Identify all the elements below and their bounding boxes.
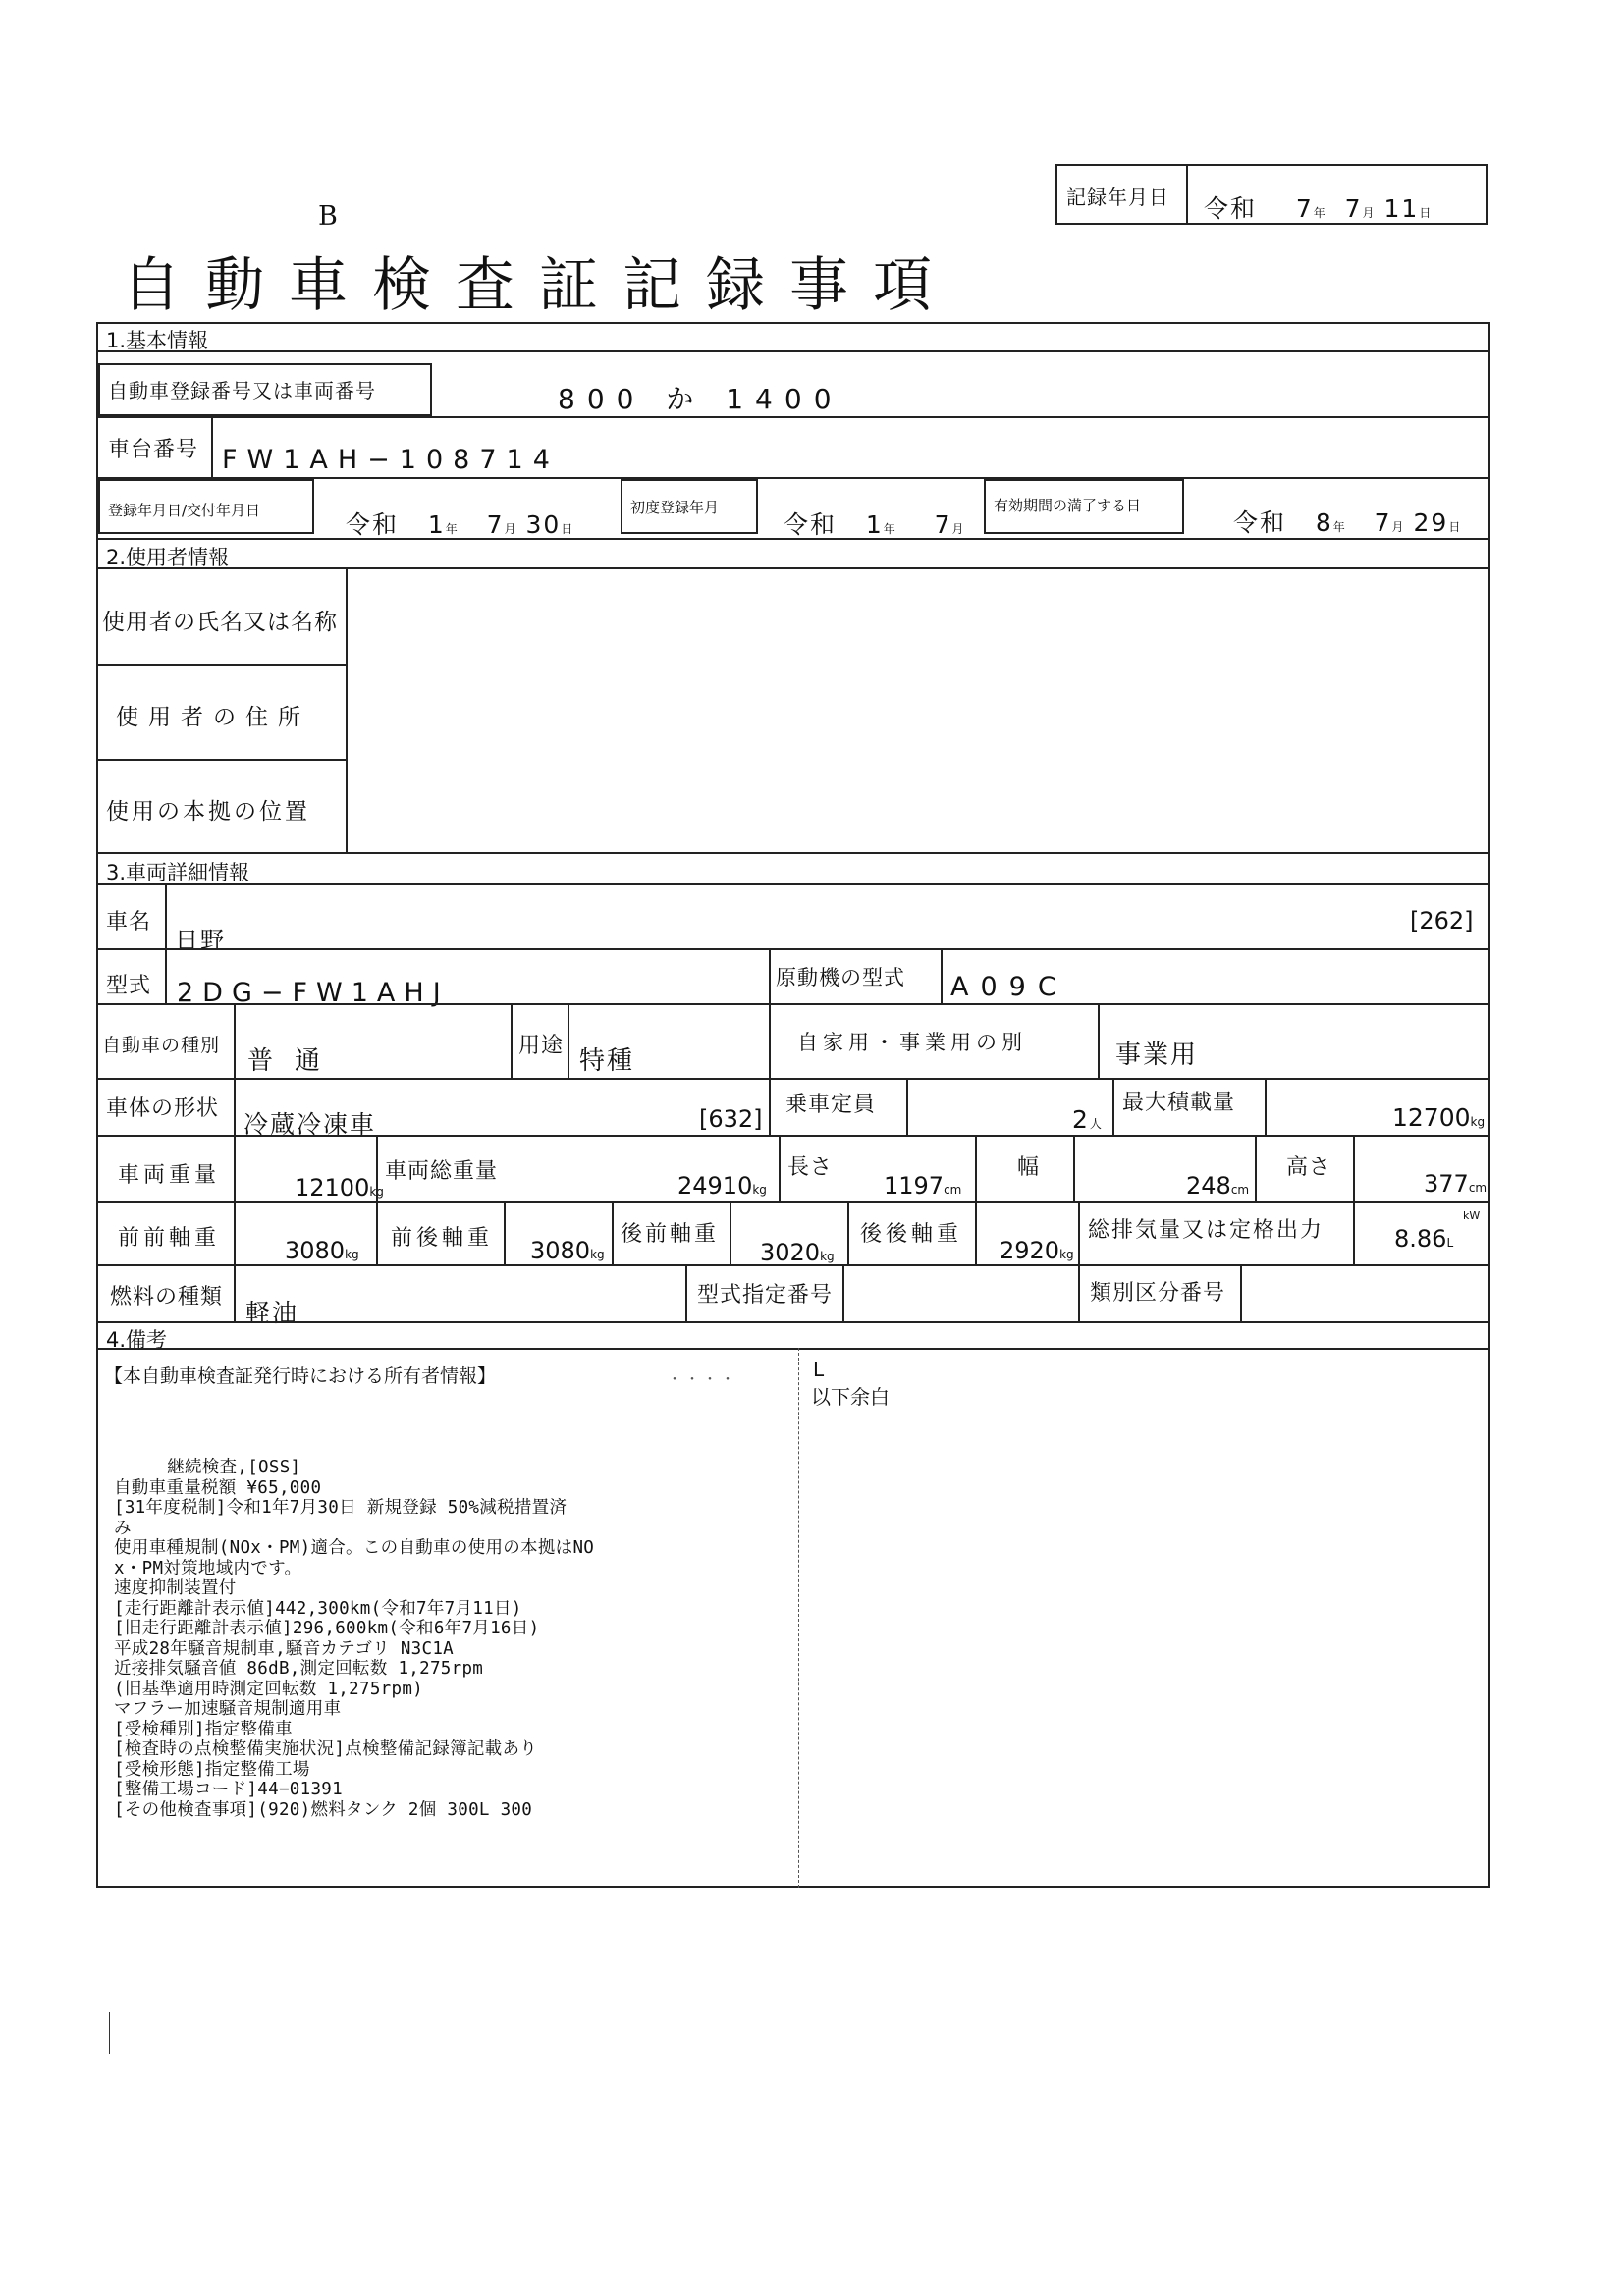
remarks-line: [31年度税制]令和1年7月30日 新規登録 50%減税措置済 <box>114 1498 568 1518</box>
remarks-line: (旧基準適用時測定回転数 1,275rpm) <box>114 1679 423 1699</box>
model: 2DG−FW1AHJ <box>177 978 450 1008</box>
make-label: 車名 <box>106 910 152 934</box>
chassis-label: 車台番号 <box>108 438 199 462</box>
capacity-label: 乗車定員 <box>785 1093 877 1117</box>
record-date-value: 令和 7年 7月 11日 <box>1204 194 1432 223</box>
record-date-label: 記録年月日 <box>1066 186 1169 209</box>
remarks-line: [走行距離計表示値]442,300km(令和7年7月11日) <box>114 1598 522 1619</box>
remarks-line: x・PM対策地域内です。 <box>114 1558 302 1578</box>
remarks-line: 速度抑制装置付 <box>114 1578 237 1598</box>
remarks-line: 平成28年騒音規制車,騒音カテゴリ N3C1A <box>114 1638 455 1659</box>
max-load-label: 最大積載量 <box>1122 1091 1236 1115</box>
remarks-line: み <box>114 1518 132 1538</box>
margin-mark <box>109 2012 110 2054</box>
remarks-line: 使用車種規制(NOx・PM)適合。この自動車の使用の本拠はNO <box>114 1538 595 1558</box>
body-shape: 冷蔵冷凍車 <box>243 1110 377 1139</box>
expiry-date: 令和 8年 7月 29日 <box>1233 508 1461 537</box>
body-code: [632] <box>699 1105 763 1133</box>
remarks-line: [受検形態]指定整備工場 <box>114 1759 310 1780</box>
fuel: 軽油 <box>245 1299 299 1327</box>
private-business: 事業用 <box>1115 1041 1199 1070</box>
chassis-number: FW1AH−108714 <box>222 445 560 475</box>
width-label: 幅 <box>1017 1155 1041 1180</box>
category: 普通 <box>247 1046 343 1076</box>
remarks-line: [その他検査事項](920)燃料タンク 2個 300L 300 <box>114 1799 533 1820</box>
right-remark-text: 以下余白 <box>811 1385 890 1409</box>
section-basic-info: 1.基本情報 <box>106 329 209 352</box>
rf-axle-label: 後前軸重 <box>621 1222 720 1247</box>
section-vehicle-details: 3.車両詳細情報 <box>106 861 250 884</box>
displacement: 8.86 kW L <box>1394 1209 1481 1253</box>
first-reg-date: 令和 1年 7月 <box>784 510 964 539</box>
displacement-label: 総排気量又は定格出力 <box>1088 1218 1325 1243</box>
vehicle-weight: 12100kg <box>295 1174 384 1201</box>
reg-number: 800 か 1400 <box>558 383 843 415</box>
use: 特種 <box>579 1046 635 1076</box>
private-business-label: 自家用・事業用の別 <box>797 1031 1027 1054</box>
page-title: 自動車検査証記録事項 <box>122 251 956 320</box>
rr-axle-label: 後後軸重 <box>860 1222 963 1247</box>
reg-number-label: 自動車登録番号又は車両番号 <box>108 379 376 402</box>
right-mark: L <box>813 1358 825 1381</box>
make-code: [262] <box>1410 907 1474 934</box>
category-label: 自動車の種別 <box>102 1035 221 1056</box>
class-number-label: 類別区分番号 <box>1090 1281 1226 1306</box>
model-label: 型式 <box>106 974 152 998</box>
use-label: 用途 <box>518 1034 565 1058</box>
height-label: 高さ <box>1286 1155 1332 1180</box>
remarks-line: マフラー加速騒音規制適用車 <box>114 1699 342 1719</box>
ff-axle-label: 前前軸重 <box>118 1226 221 1251</box>
type-designation-label: 型式指定番号 <box>697 1283 834 1308</box>
first-reg-label: 初度登録年月 <box>630 499 720 516</box>
engine-type: A09C <box>950 972 1068 1002</box>
remarks-text <box>114 1458 594 1820</box>
fr-axle-label: 前後軸重 <box>391 1226 494 1251</box>
base-location-label: 使用の本拠の位置 <box>106 799 310 825</box>
fuel-label: 燃料の種類 <box>110 1285 224 1309</box>
remarks-line: [受検種別]指定整備車 <box>114 1719 293 1739</box>
remarks-line: [旧走行距離計表示値]296,600km(令和6年7月16日) <box>114 1619 540 1638</box>
fr-axle: 3080kg <box>530 1237 605 1264</box>
remarks-line: [検査時の点検整備実施状況]点検整備記録簿記載あり <box>114 1739 538 1759</box>
section-user-info: 2.使用者情報 <box>106 546 230 569</box>
issue-date: 令和 1年 7月 30日 <box>346 510 573 539</box>
remarks-line: 継続検査,[OSS] <box>114 1458 301 1477</box>
height: 377cm <box>1424 1170 1488 1198</box>
length-label: 長さ <box>787 1155 834 1180</box>
rf-axle: 3020kg <box>760 1239 835 1266</box>
gross-weight: 24910kg <box>677 1172 767 1200</box>
remarks-line: 近接排気騒音値 86dB,測定回転数 1,275rpm <box>114 1659 484 1679</box>
form-letter: B <box>318 201 338 232</box>
remarks-line: 自動車重量税額 ¥65,000 <box>114 1477 322 1498</box>
expiry-label: 有効期間の満了する日 <box>994 497 1142 514</box>
section-remarks: 4.備考 <box>106 1328 168 1352</box>
remarks-line: [整備工場コード]44−01391 <box>114 1780 343 1799</box>
user-name-label: 使用者の氏名又は名称 <box>102 610 338 635</box>
make: 日野 <box>175 927 226 954</box>
body-shape-label: 車体の形状 <box>106 1096 220 1121</box>
ff-axle: 3080kg <box>285 1237 359 1264</box>
owner-info-dots: ・・・・ <box>668 1372 738 1388</box>
vehicle-weight-label: 車両重量 <box>118 1163 221 1188</box>
width: 248cm <box>1186 1172 1250 1200</box>
max-load: 12700kg <box>1392 1103 1486 1132</box>
length: 1197cm <box>884 1172 962 1200</box>
issue-date-label: 登録年月日/交付年月日 <box>108 502 261 519</box>
user-address-label: 使用者の住所 <box>116 705 310 730</box>
capacity: 2人 <box>1072 1105 1102 1134</box>
rr-axle: 2920kg <box>1000 1237 1074 1264</box>
engine-type-label: 原動機の型式 <box>776 966 905 989</box>
owner-info-heading: 【本自動車検査証発行時における所有者情報】 <box>104 1365 497 1387</box>
gross-weight-label: 車両総重量 <box>385 1159 499 1184</box>
